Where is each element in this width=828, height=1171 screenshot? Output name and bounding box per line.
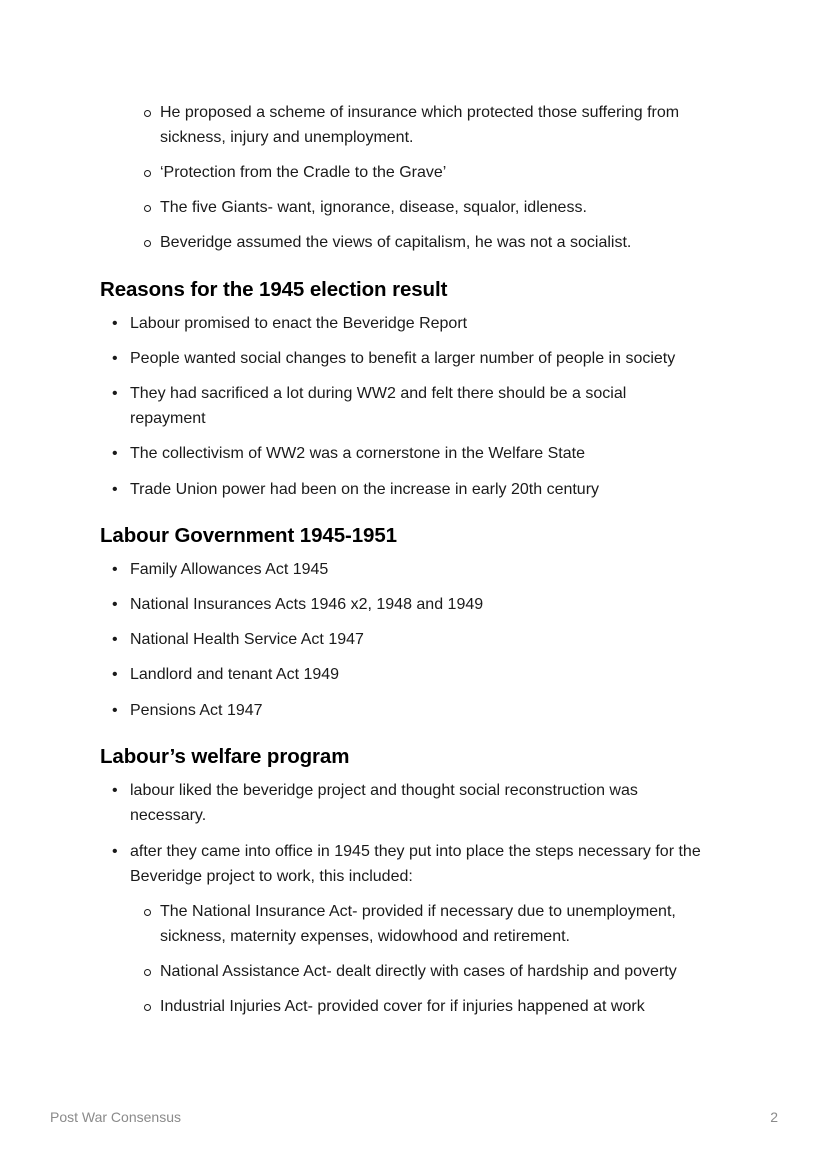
list-item	[160, 100, 740, 150]
list-item	[112, 839, 735, 889]
list-item	[112, 627, 740, 652]
bullet-icon: •	[112, 843, 118, 860]
list-item-text: They had sacrificed a lot during WW2 and felt there should be a social repayment	[130, 385, 627, 427]
footer-title: Post War Consensus	[50, 1109, 181, 1125]
hollow-bullet-icon	[144, 170, 151, 177]
list-item	[112, 698, 740, 723]
list-item	[112, 381, 670, 431]
bullet-icon: •	[112, 782, 118, 799]
bullet-icon: •	[112, 702, 118, 719]
list-item	[112, 477, 740, 502]
list-item-text: Industrial Injuries Act- provided cover for if injuries happened at work	[160, 998, 645, 1015]
list-item	[112, 662, 740, 687]
hollow-bullet-icon	[144, 110, 151, 117]
list-item-text: Trade Union power had been on the increase in early 20th century	[130, 481, 600, 498]
bullet-icon: •	[112, 561, 118, 578]
list-item	[160, 230, 740, 255]
bullet-icon: •	[112, 385, 118, 402]
bullet-icon: •	[112, 631, 118, 648]
list-item	[112, 778, 675, 828]
list-item-text: National Health Service Act 1947	[130, 631, 364, 648]
list-item	[160, 899, 710, 949]
hollow-bullet-icon	[144, 909, 151, 916]
list-item-text: National Assistance Act- dealt directly with cases of hardship and poverty	[160, 963, 677, 980]
section-heading: Reasons for the 1945 election result	[100, 278, 448, 301]
list-item-text: Beveridge assumed the views of capitalism, he was not a socialist.	[160, 234, 632, 251]
list-item-text: The National Insurance Act- provided if necessary due to unemployment, sickness, maternity expenses, widowhood and retirement.	[160, 903, 676, 945]
list-item	[112, 441, 740, 466]
list-item-text: The five Giants- want, ignorance, disease, squalor, idleness.	[160, 199, 587, 216]
list-item-text: Labour promised to enact the Beveridge Report	[130, 315, 468, 332]
bullet-icon: •	[112, 315, 118, 332]
section-heading: Labour Government 1945-1951	[100, 524, 397, 547]
bullet-icon: •	[112, 350, 118, 367]
list-item-text: Landlord and tenant Act 1949	[130, 666, 340, 683]
bullet-icon: •	[112, 666, 118, 683]
list-item	[160, 160, 740, 185]
bullet-icon: •	[112, 596, 118, 613]
list-item-text: after they came into office in 1945 they put into place the steps necessary for the Beveridge project to work, this included:	[130, 843, 701, 885]
list-item	[160, 994, 740, 1019]
hollow-bullet-icon	[144, 1004, 151, 1011]
list-item	[160, 959, 740, 984]
list-item	[160, 195, 740, 220]
section-heading: Labour’s welfare program	[100, 745, 350, 768]
list-item-text: National Insurances Acts 1946 x2, 1948 and 1949	[130, 596, 484, 613]
hollow-bullet-icon	[144, 240, 151, 247]
bullet-icon: •	[112, 445, 118, 462]
list-item-text: Pensions Act 1947	[130, 702, 263, 719]
list-item	[112, 592, 740, 617]
list-item-text: ‘Protection from the Cradle to the Grave’	[160, 164, 447, 181]
list-item-text: The collectivism of WW2 was a cornerstone in the Welfare State	[130, 445, 585, 462]
bullet-icon: •	[112, 481, 118, 498]
list-item-text: Family Allowances Act 1945	[130, 561, 329, 578]
list-item-text: People wanted social changes to benefit a larger number of people in society	[130, 350, 676, 367]
hollow-bullet-icon	[144, 969, 151, 976]
list-item-text: He proposed a scheme of insurance which protected those suffering from sickness, injury and unemployment.	[160, 104, 680, 146]
page-number: 2	[770, 1109, 778, 1125]
list-item-text: labour liked the beveridge project and thought social reconstruction was necessary.	[130, 782, 638, 824]
list-item	[112, 311, 740, 336]
list-item	[112, 346, 740, 371]
list-item	[112, 557, 740, 582]
hollow-bullet-icon	[144, 205, 151, 212]
